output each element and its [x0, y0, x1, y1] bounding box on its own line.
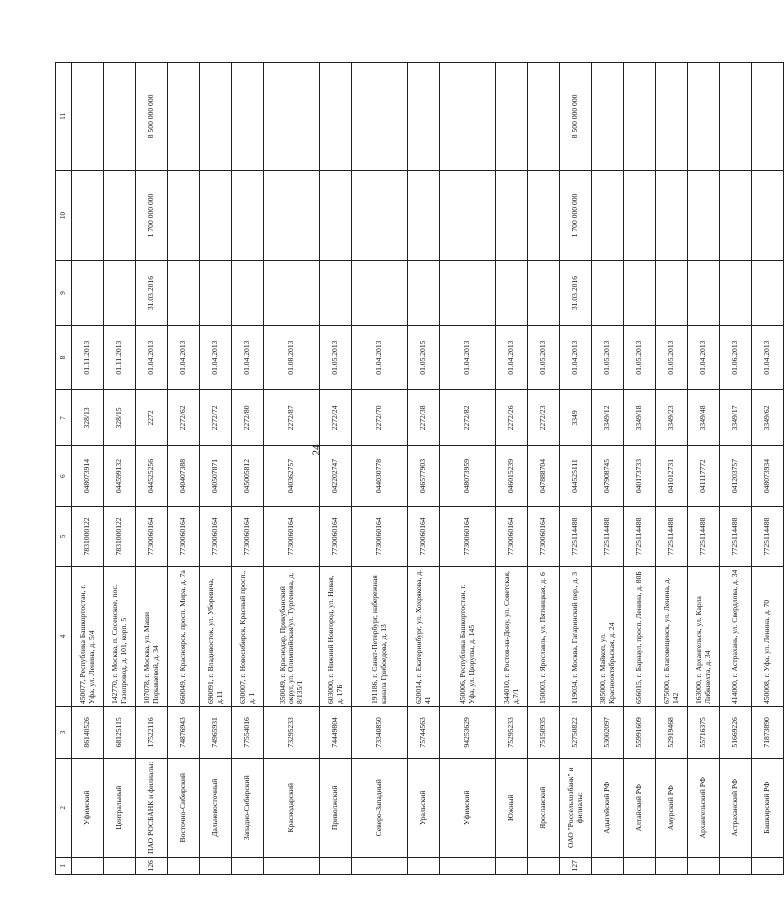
- bik-code-cell: 048073914: [72, 446, 104, 506]
- end-date-cell: [528, 261, 560, 326]
- registry-table: [55, 62, 784, 875]
- amount-col11-cell: [528, 63, 560, 171]
- amount-col11-cell: [232, 63, 264, 171]
- bik-code-cell: 045005812: [232, 446, 264, 506]
- amount-col10-cell: [104, 170, 136, 260]
- license-date-cell: 01.04.2013: [352, 325, 408, 390]
- bik-code-cell: 042202747: [320, 446, 352, 506]
- bank-name-cell: Ярославский: [528, 758, 560, 857]
- amount-col10-cell: [624, 170, 656, 260]
- okpo-code-cell: 75150935: [528, 707, 560, 759]
- bik-code-cell: 048073934: [752, 446, 784, 506]
- end-date-cell: [688, 261, 720, 326]
- amount-col11-cell: [320, 63, 352, 171]
- license-date-cell: 01.11.2013: [104, 325, 136, 390]
- license-number-cell: 3349/48: [688, 390, 720, 446]
- inn-code-cell: 7730060164: [320, 506, 352, 566]
- amount-col10-cell: [528, 170, 560, 260]
- amount-col10-cell: [168, 170, 200, 260]
- header-cell: 5: [56, 506, 72, 566]
- table-row: [168, 63, 200, 875]
- okpo-code-cell: 73340850: [352, 707, 408, 759]
- end-date-cell: 31.03.2016: [136, 261, 168, 326]
- table-row: [200, 63, 232, 875]
- license-number-cell: 2272: [136, 390, 168, 446]
- amount-col10-cell: [232, 170, 264, 260]
- row-number-cell: [720, 857, 752, 874]
- row-number-cell: [72, 857, 104, 874]
- table-row: [752, 63, 784, 875]
- bank-name-cell: Центральный: [104, 758, 136, 857]
- address-cell: 191186, г. Санкт-Петербург, набережная канала Грибоедова, д. 13: [352, 567, 408, 707]
- end-date-cell: [656, 261, 688, 326]
- okpo-code-cell: 71873890: [752, 707, 784, 759]
- table-row: [656, 63, 688, 875]
- inn-code-cell: 7725114488: [656, 506, 688, 566]
- inn-code-cell: 7730060164: [496, 506, 528, 566]
- inn-code-cell: 7725114488: [720, 506, 752, 566]
- end-date-cell: [408, 261, 440, 326]
- bank-name-cell: Приволжский: [320, 758, 352, 857]
- end-date-cell: [624, 261, 656, 326]
- amount-col11-cell: [200, 63, 232, 171]
- table-row: [720, 63, 752, 875]
- end-date-cell: [168, 261, 200, 326]
- license-date-cell: 01.05.2013: [624, 325, 656, 390]
- address-cell: 656015, г. Барнаул, просп. Ленина, д. 80Б: [624, 567, 656, 707]
- end-date-cell: [104, 261, 136, 326]
- okpo-code-cell: 52750822: [560, 707, 592, 759]
- end-date-cell: [72, 261, 104, 326]
- license-date-cell: 01.04.2013: [200, 325, 232, 390]
- bank-name-cell: Южный: [496, 758, 528, 857]
- header-cell: 8: [56, 325, 72, 390]
- license-number-cell: 2272/24: [320, 390, 352, 446]
- bank-name-cell: Архангельский РФ: [688, 758, 720, 857]
- bik-code-cell: 041012731: [656, 446, 688, 506]
- amount-col11-cell: [720, 63, 752, 171]
- address-cell: 450006, Республика Башкортостан, г. Уфа, ул. Цюрупы, д. 145: [440, 567, 496, 707]
- table-row: [624, 63, 656, 875]
- okpo-code-cell: 55991609: [624, 707, 656, 759]
- bank-name-cell: Уфимский: [440, 758, 496, 857]
- amount-col11-cell: [624, 63, 656, 171]
- bik-code-cell: 047888704: [528, 446, 560, 506]
- bik-code-cell: 044525111: [560, 446, 592, 506]
- license-number-cell: 2272/82: [440, 390, 496, 446]
- license-date-cell: 01.04.2013: [496, 325, 528, 390]
- row-number-cell: 127: [560, 857, 592, 874]
- address-cell: 620014, г. Екатеринбург, ул. Хохрякова, д. 41: [408, 567, 440, 707]
- bik-code-cell: 046015239: [496, 446, 528, 506]
- bank-name-cell: Башкирский РФ: [752, 758, 784, 857]
- end-date-cell: 31.03.2016: [560, 261, 592, 326]
- license-number-cell: 2272/62: [168, 390, 200, 446]
- license-number-cell: 2272/87: [264, 390, 320, 446]
- row-number-cell: [528, 857, 560, 874]
- address-cell: 450008, г. Уфа, ул. Ленина, д. 70: [752, 567, 784, 707]
- bik-code-cell: 040507871: [200, 446, 232, 506]
- row-number-cell: [656, 857, 688, 874]
- header-cell: 1: [56, 857, 72, 874]
- row-number-cell: [168, 857, 200, 874]
- license-number-cell: 3349/23: [656, 390, 688, 446]
- bank-name-cell: Уфимский: [72, 758, 104, 857]
- row-number-cell: [232, 857, 264, 874]
- table-body: [72, 63, 784, 875]
- bank-name-cell: Западно-Сибирский: [232, 758, 264, 857]
- table-row: [408, 63, 440, 875]
- end-date-cell: [320, 261, 352, 326]
- table-row: [592, 63, 624, 875]
- license-number-cell: 3349/12: [592, 390, 624, 446]
- bik-code-cell: 041203757: [720, 446, 752, 506]
- inn-code-cell: 7730060164: [528, 506, 560, 566]
- inn-code-cell: 7831000122: [72, 506, 104, 566]
- address-cell: 350049, г. Краснодар, Прикубанский округ, ул. Олимпийская/ул. Тургенева, д. 8/135/1: [264, 567, 320, 707]
- amount-col10-cell: [688, 170, 720, 260]
- amount-col10-cell: 1 700 000 000: [560, 170, 592, 260]
- license-date-cell: 01.11.2013: [72, 325, 104, 390]
- bank-name-cell: Амурский РФ: [656, 758, 688, 857]
- okpo-code-cell: 17522116: [136, 707, 168, 759]
- address-cell: 675000, г. Благовещенск, ул. Ленина, д. 142: [656, 567, 688, 707]
- license-number-cell: 3349/62: [752, 390, 784, 446]
- end-date-cell: [200, 261, 232, 326]
- inn-code-cell: 7725114488: [560, 506, 592, 566]
- table-row: [136, 63, 168, 875]
- amount-col10-cell: [592, 170, 624, 260]
- bik-code-cell: 040173733: [624, 446, 656, 506]
- header-cell: 3: [56, 707, 72, 759]
- bank-name-cell: Адыгейский РФ: [592, 758, 624, 857]
- amount-col10-cell: [720, 170, 752, 260]
- amount-col11-cell: [352, 63, 408, 171]
- header-cell: 2: [56, 758, 72, 857]
- address-cell: 119034, г. Москва, Гагаринский пер., д. 3: [560, 567, 592, 707]
- bank-name-cell: ОАО "Россельхозбанк" и филиалы:: [560, 758, 592, 857]
- inn-code-cell: 7730060164: [168, 506, 200, 566]
- amount-col10-cell: [320, 170, 352, 260]
- bank-name-cell: Северо-Западный: [352, 758, 408, 857]
- address-cell: 603000, г. Нижний Новгород, ул. Новая, д. 17Б: [320, 567, 352, 707]
- license-date-cell: 01.05.2015: [408, 325, 440, 390]
- license-number-cell: 2272/70: [352, 390, 408, 446]
- row-number-cell: [408, 857, 440, 874]
- bik-code-cell: 041117772: [688, 446, 720, 506]
- header-row: [56, 63, 72, 875]
- okpo-code-cell: 75295233: [496, 707, 528, 759]
- table-row: [440, 63, 496, 875]
- table-row: [528, 63, 560, 875]
- okpo-code-cell: 51669226: [720, 707, 752, 759]
- page-number: 24: [310, 444, 323, 456]
- okpo-code-cell: 68125115: [104, 707, 136, 759]
- end-date-cell: [496, 261, 528, 326]
- okpo-code-cell: 73295233: [264, 707, 320, 759]
- row-number-cell: 126: [136, 857, 168, 874]
- inn-code-cell: 7831000122: [104, 506, 136, 566]
- okpo-code-cell: 55716375: [688, 707, 720, 759]
- table-row: [496, 63, 528, 875]
- amount-col10-cell: [496, 170, 528, 260]
- bik-code-cell: 046577903: [408, 446, 440, 506]
- end-date-cell: [264, 261, 320, 326]
- row-number-cell: [200, 857, 232, 874]
- row-number-cell: [352, 857, 408, 874]
- bik-code-cell: 040407388: [168, 446, 200, 506]
- inn-code-cell: 7725114488: [752, 506, 784, 566]
- inn-code-cell: 7730060164: [200, 506, 232, 566]
- address-cell: 630007, г. Новосибирск, Красный просп., д. 1: [232, 567, 264, 707]
- amount-col11-cell: [264, 63, 320, 171]
- end-date-cell: [352, 261, 408, 326]
- license-date-cell: 01.04.2013: [752, 325, 784, 390]
- table-row: [352, 63, 408, 875]
- license-number-cell: 3349/18: [624, 390, 656, 446]
- document-table-rotated: [55, 62, 772, 875]
- license-date-cell: 01.05.2013: [592, 325, 624, 390]
- bik-code-cell: 044599132: [104, 446, 136, 506]
- amount-col11-cell: [592, 63, 624, 171]
- bik-code-cell: 044030778: [352, 446, 408, 506]
- inn-code-cell: 7725114488: [592, 506, 624, 566]
- address-cell: 414000, г. Астрахань, ул. Свердлова, д. 34: [720, 567, 752, 707]
- table-row: [104, 63, 136, 875]
- amount-col11-cell: [104, 63, 136, 171]
- table-row: [232, 63, 264, 875]
- bank-name-cell: Дальневосточный: [200, 758, 232, 857]
- license-number-cell: 328/13: [72, 390, 104, 446]
- address-cell: 450077, Республика Башкортостан, г. Уфа, ул. Ленина, д. 5/4: [72, 567, 104, 707]
- amount-col10-cell: [440, 170, 496, 260]
- table-row: [72, 63, 104, 875]
- amount-col10-cell: [200, 170, 232, 260]
- inn-code-cell: 7730060164: [440, 506, 496, 566]
- address-cell: 163000, г. Архангельск, ул. Карла Либкнехта, д. 34: [688, 567, 720, 707]
- amount-col10-cell: 1 700 000 000: [136, 170, 168, 260]
- end-date-cell: [592, 261, 624, 326]
- row-number-cell: [264, 857, 320, 874]
- amount-col11-cell: 8 500 000 000: [560, 63, 592, 171]
- okpo-code-cell: 74965931: [200, 707, 232, 759]
- address-cell: 150003, г. Ярославль, ул. Пятницкая, д. 6: [528, 567, 560, 707]
- amount-col11-cell: [656, 63, 688, 171]
- address-cell: 690091, г. Владивосток, ул. Уборевича, д.11: [200, 567, 232, 707]
- amount-col11-cell: [168, 63, 200, 171]
- license-date-cell: 01.05.2013: [320, 325, 352, 390]
- okpo-code-cell: 94253629: [440, 707, 496, 759]
- amount-col11-cell: [440, 63, 496, 171]
- okpo-code-cell: 77554016: [232, 707, 264, 759]
- table-row: [560, 63, 592, 875]
- header-cell: 11: [56, 63, 72, 171]
- address-cell: 385000, г. Майкоп, ул. Краснооктябрьская, д. 24: [592, 567, 624, 707]
- bank-name-cell: Уральский: [408, 758, 440, 857]
- okpo-code-cell: 86140526: [72, 707, 104, 759]
- row-number-cell: [752, 857, 784, 874]
- inn-code-cell: 7725114488: [688, 506, 720, 566]
- table-row: [264, 63, 320, 875]
- license-date-cell: 01.04.2013: [136, 325, 168, 390]
- inn-code-cell: 7730060164: [136, 506, 168, 566]
- license-number-cell: 2272/72: [200, 390, 232, 446]
- row-number-cell: [104, 857, 136, 874]
- row-number-cell: [592, 857, 624, 874]
- license-number-cell: 2272/80: [232, 390, 264, 446]
- okpo-code-cell: 53002097: [592, 707, 624, 759]
- header-cell: 10: [56, 170, 72, 260]
- inn-code-cell: 7730060164: [232, 506, 264, 566]
- address-cell: 344010, г. Ростов-на-Дону, ул. Советская, д.7/1: [496, 567, 528, 707]
- license-number-cell: 2272/38: [408, 390, 440, 446]
- end-date-cell: [440, 261, 496, 326]
- inn-code-cell: 7730060164: [352, 506, 408, 566]
- amount-col10-cell: [352, 170, 408, 260]
- address-cell: 107078, г. Москва, ул. Маши Порываевой, д. 34: [136, 567, 168, 707]
- amount-col11-cell: [496, 63, 528, 171]
- table-row: [688, 63, 720, 875]
- bik-code-cell: 044525256: [136, 446, 168, 506]
- amount-col11-cell: [752, 63, 784, 171]
- bik-code-cell: 040362757: [264, 446, 320, 506]
- okpo-code-cell: 52919468: [656, 707, 688, 759]
- license-date-cell: 01.04.2013: [168, 325, 200, 390]
- row-number-cell: [624, 857, 656, 874]
- inn-code-cell: 7730060164: [408, 506, 440, 566]
- license-date-cell: 01.05.2013: [528, 325, 560, 390]
- license-number-cell: 2272/23: [528, 390, 560, 446]
- header-cell: 9: [56, 261, 72, 326]
- inn-code-cell: 7730060164: [264, 506, 320, 566]
- end-date-cell: [232, 261, 264, 326]
- row-number-cell: [440, 857, 496, 874]
- header-cell: 6: [56, 446, 72, 506]
- amount-col10-cell: [264, 170, 320, 260]
- address-cell: 142770, г. Москва, п. Сосенское, пос. Газопровод, д. 101, корп. 5: [104, 567, 136, 707]
- license-date-cell: 01.04.2013: [232, 325, 264, 390]
- amount-col11-cell: [408, 63, 440, 171]
- okpo-code-cell: 75744563: [408, 707, 440, 759]
- header-cell: 7: [56, 390, 72, 446]
- table-row: [320, 63, 352, 875]
- bank-name-cell: Астраханский РФ: [720, 758, 752, 857]
- end-date-cell: [752, 261, 784, 326]
- amount-col11-cell: [688, 63, 720, 171]
- amount-col11-cell: [72, 63, 104, 171]
- row-number-cell: [320, 857, 352, 874]
- license-date-cell: 01.04.2013: [560, 325, 592, 390]
- bik-code-cell: 047908745: [592, 446, 624, 506]
- amount-col10-cell: [408, 170, 440, 260]
- amount-col10-cell: [72, 170, 104, 260]
- header-cell: 4: [56, 567, 72, 707]
- amount-col10-cell: [656, 170, 688, 260]
- bank-name-cell: Восточно-Сибирский: [168, 758, 200, 857]
- license-number-cell: 3349/17: [720, 390, 752, 446]
- license-number-cell: 3349: [560, 390, 592, 446]
- row-number-cell: [688, 857, 720, 874]
- amount-col11-cell: 8 500 000 000: [136, 63, 168, 171]
- row-number-cell: [496, 857, 528, 874]
- okpo-code-cell: 74449804: [320, 707, 352, 759]
- inn-code-cell: 7725114488: [624, 506, 656, 566]
- license-date-cell: 01.06.2013: [720, 325, 752, 390]
- license-date-cell: 01.08.2013: [264, 325, 320, 390]
- bank-name-cell: Краснодарский: [264, 758, 320, 857]
- bank-name-cell: ПАО РОСБАНК и филиалы:: [136, 758, 168, 857]
- license-number-cell: 2272/26: [496, 390, 528, 446]
- bank-name-cell: Алтайский РФ: [624, 758, 656, 857]
- okpo-code-cell: 74876943: [168, 707, 200, 759]
- bik-code-cell: 048073959: [440, 446, 496, 506]
- license-date-cell: 01.04.2013: [688, 325, 720, 390]
- license-number-cell: 328/15: [104, 390, 136, 446]
- address-cell: 660049, г. Красноярск, просп. Мира, д. 7а: [168, 567, 200, 707]
- license-date-cell: 01.05.2013: [656, 325, 688, 390]
- end-date-cell: [720, 261, 752, 326]
- license-date-cell: 01.04.2013: [440, 325, 496, 390]
- amount-col10-cell: [752, 170, 784, 260]
